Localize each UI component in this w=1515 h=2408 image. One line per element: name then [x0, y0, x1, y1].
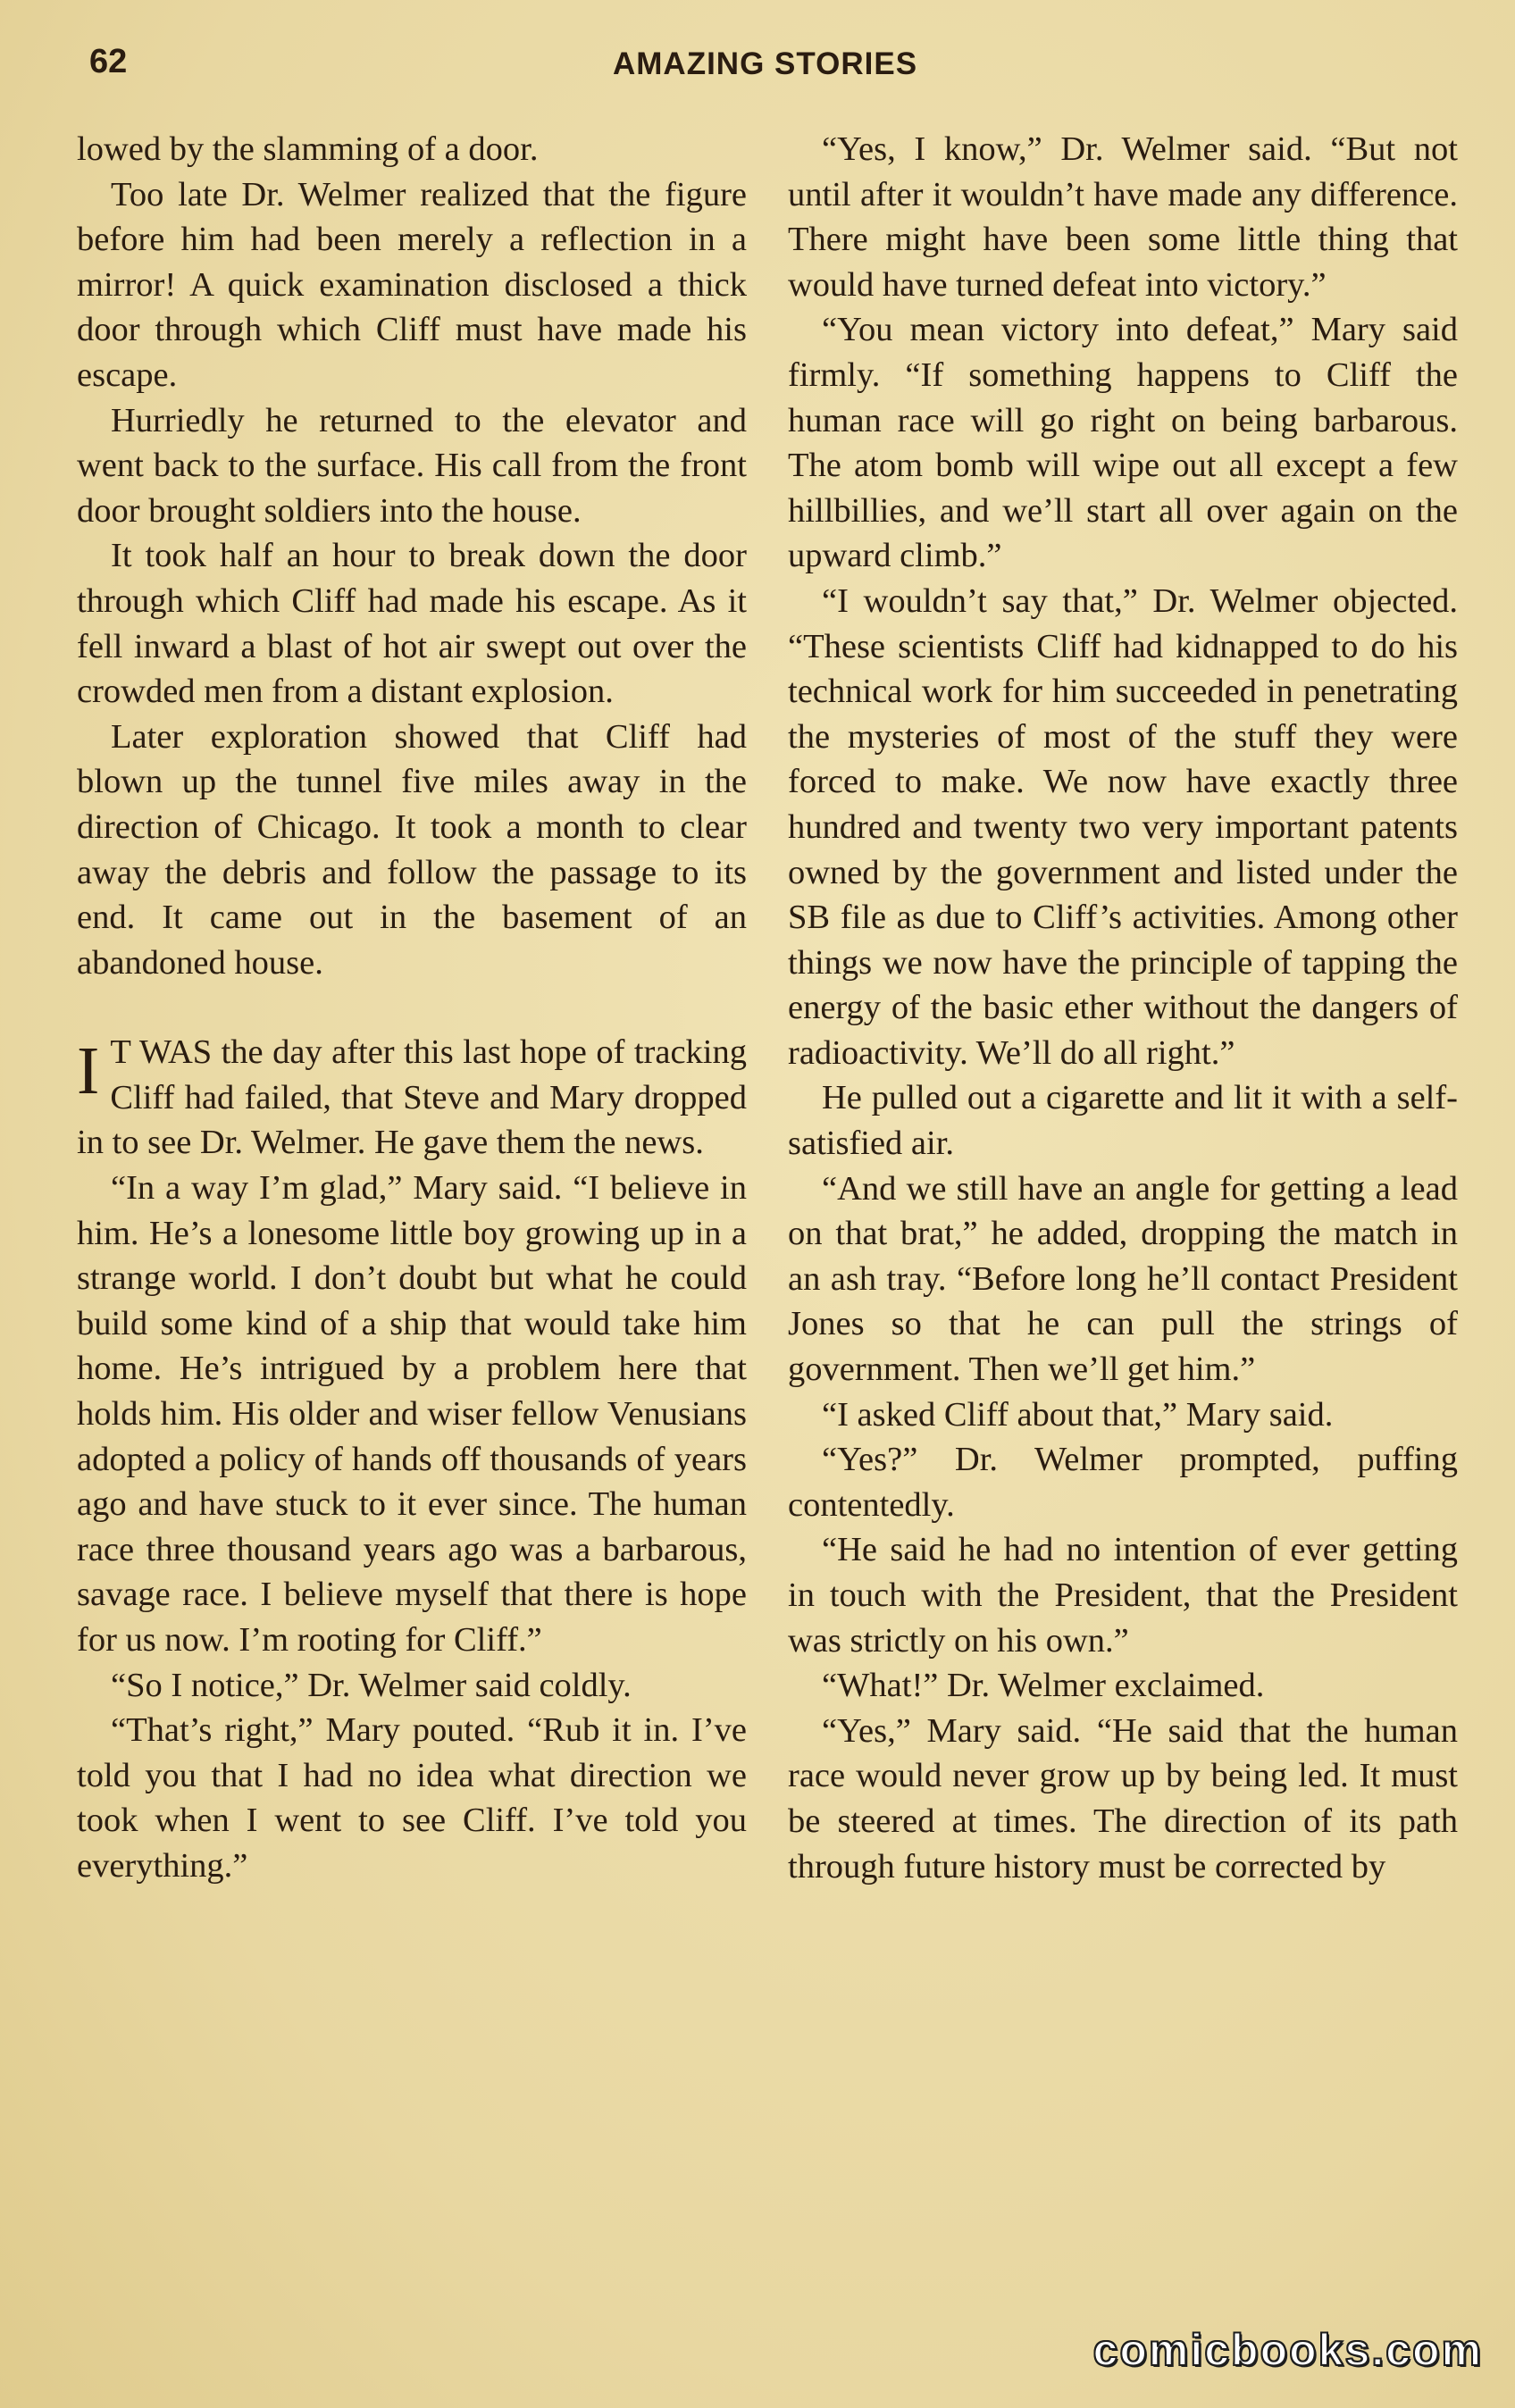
paragraph: He pulled out a cigarette and lit it with a self-satisfied air. [788, 1079, 1458, 1163]
page-number: 62 [89, 43, 128, 80]
paragraph: “So I notice,” Dr. Welmer said coldly. [111, 1666, 632, 1704]
paragraph: “And we still have an angle for getting a lead on that brat,” he added, dropping the match in an ash tray. “Before long he’ll contact President Jones so that he can pull the strings of government. Then we’ll get him.” [788, 1169, 1458, 1389]
paragraph: “I wouldn’t say that,” Dr. Welmer objected. “These scientists Cliff had kidnapped to do his technical work for him succeeded in penetrating the mysteries of most of the stuff they were forced to make. We now have exactly three hundred and twenty two very important patents owned by the government and listed under the SB file as due to Cliff’s activities. Among other things we now have the principle of tapping the energy of the basic ether without the dangers of radioactivity. We’ll do all right.” [788, 581, 1458, 1072]
paragraph: “In a way I’m glad,” Mary said. “I believe in him. He’s a lonesome little boy growing up in a strange world. I don’t doubt but what he could build some kind of a ship that would take him home. He’s intrigued by a problem here that holds him. His older and wiser fellow Venusians adopted a policy of hands off thousands of years ago and have stuck to it ever since. The human race three thousand years ago was a barbarous, savage race. I believe myself that there is hope for us now. I’m rooting for Cliff.” [77, 1169, 747, 1659]
paragraph: Later exploration showed that Cliff had blown up the tunnel five miles away in the direction of Chicago. It took a month to clear away the debris and follow the passage to its end. It came out in the basement of an abandoned house. [77, 717, 747, 982]
right-column [788, 127, 1458, 1889]
paragraph: lowed by the slamming of a door. [77, 130, 539, 168]
section-start-paragraph [77, 1030, 747, 1166]
paragraph: “You mean victory into defeat,” Mary said firmly. “If something happens to Cliff the human race will go right on being barbarous. The atom bomb will wipe out all except a few hillbillies, and we’ll start all over again on the upward climb.” [788, 311, 1458, 575]
running-title: AMAZING STORIES [613, 46, 918, 81]
page-header [0, 43, 1515, 96]
paragraph: “I asked Cliff about that,” Mary said. [822, 1395, 1334, 1434]
paragraph: Hurriedly he returned to the elevator and went back to the surface. His call from the front door brought soldiers into the house. [77, 401, 747, 530]
paragraph: It took half an hour to break down the door through which Cliff had made his escape. As it fell inward a blast of hot air swept out over the crowded men from a distant explosion. [77, 537, 747, 711]
left-column [77, 127, 747, 1889]
paragraph: “Yes, I know,” Dr. Welmer said. “But not until after it wouldn’t have made any difference. There might have been some little thing that would have turned defeat into victory.” [788, 130, 1458, 304]
drop-cap: I [77, 1033, 100, 1109]
paragraph: “Yes?” Dr. Welmer prompted, puffing contentedly. [788, 1441, 1458, 1524]
paragraph: Too late Dr. Welmer realized that the figure before him had been merely a reflection in a mirror! A quick examination disclosed a thick door through which Cliff must have made his escape. [77, 175, 747, 394]
paragraph: “He said he had no intention of ever getting in touch with the President, that the President was strictly on his own.” [788, 1531, 1458, 1660]
paragraph: “That’s right,” Mary pouted. “Rub it in. I’ve told you that I had no idea what direction we took when I went to see Cliff. I’ve told you everything.” [77, 1711, 747, 1885]
paragraph: “What!” Dr. Welmer exclaimed. [822, 1667, 1265, 1705]
paragraph: “Yes,” Mary said. “He said that the human race would never grow up by being led. It must be steered at times. The direction of its path through future history must be corrected by [788, 1711, 1458, 1885]
paragraph-text: T WAS the day after this last hope of tracking Cliff had failed, that Steve and Mary dropped in to see Dr. Welmer. He gave them the news. [77, 1033, 747, 1162]
watermark-logo: comicbooks.com [1092, 2325, 1483, 2375]
